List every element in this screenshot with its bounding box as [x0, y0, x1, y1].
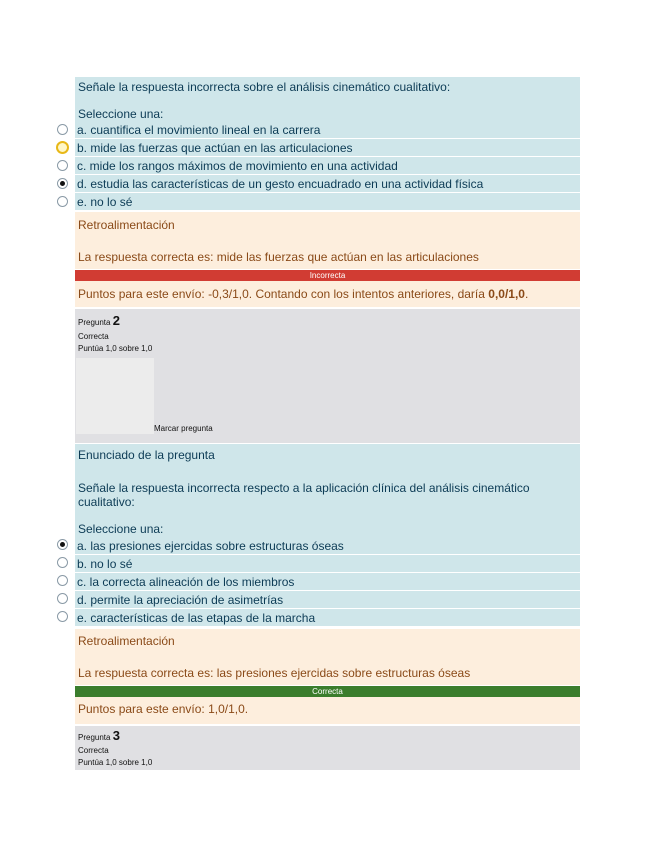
- option-label: c. la correcta alineación de los miembros: [77, 575, 295, 589]
- q2-state: Correcta: [78, 332, 109, 341]
- q1-feedback-title: Retroalimentación: [78, 218, 175, 232]
- q2-select-label: Seleccione una:: [78, 522, 164, 536]
- q2-feedback-title: Retroalimentación: [78, 634, 175, 648]
- q2-prompt: Señale la respuesta incorrecta respecto a la aplicación clínica del análisis cinemático cualitativo:: [78, 481, 530, 509]
- option-label: e. no lo sé: [77, 195, 133, 209]
- q1-radio-b[interactable]: [56, 141, 69, 154]
- q2-option-e[interactable]: [75, 610, 580, 627]
- q1-radio-e[interactable]: [57, 196, 68, 207]
- q1-points: [78, 287, 528, 301]
- q3-state: Correcta: [78, 746, 109, 755]
- option-label: c. mide los rangos máximos de movimiento en una actividad: [77, 159, 398, 173]
- option-label: d. estudia las características de un gesto encuadrado en una actividad física: [77, 177, 484, 191]
- flag-icon-area: [76, 358, 154, 434]
- q2-radio-c[interactable]: [57, 575, 68, 586]
- flag-question-link[interactable]: Marcar pregunta: [154, 424, 213, 433]
- pregunta-label: Pregunta: [78, 733, 111, 742]
- q1-radio-a[interactable]: [57, 124, 68, 135]
- q1-points-text: Puntos para este envío: -0,3/1,0. Contando con los intentos anteriores, daría: [78, 287, 489, 301]
- q1-option-a[interactable]: [75, 122, 580, 139]
- q1-status-bar: Incorrecta: [75, 270, 580, 281]
- option-label: b. mide las fuerzas que actúan en las articulaciones: [77, 141, 353, 155]
- q1-option-e[interactable]: [75, 194, 580, 211]
- q2-radio-b[interactable]: [57, 557, 68, 568]
- q1-select-label: Seleccione una:: [78, 107, 164, 121]
- q1-prompt: Señale la respuesta incorrecta sobre el análisis cinemático cualitativo:: [78, 80, 451, 94]
- q2-radio-e[interactable]: [57, 611, 68, 622]
- q1-option-d[interactable]: [75, 176, 580, 193]
- q2-score: Puntúa 1,0 sobre 1,0: [78, 344, 153, 353]
- q1-points-total: 0,0/1,0: [488, 287, 525, 301]
- q2-statement-title: Enunciado de la pregunta: [78, 448, 215, 462]
- option-label: e. características de las etapas de la marcha: [77, 611, 316, 625]
- q1-option-c[interactable]: [75, 158, 580, 175]
- option-label: b. no lo sé: [77, 557, 133, 571]
- q1-radio-d[interactable]: [57, 178, 68, 189]
- option-label: a. las presiones ejercidas sobre estructuras óseas: [77, 539, 344, 553]
- q1-feedback-text: La respuesta correcta es: mide las fuerzas que actúan en las articulaciones: [78, 250, 479, 264]
- q2-number: [78, 313, 120, 328]
- q2-radio-a[interactable]: [57, 539, 68, 550]
- q1-radio-c[interactable]: [57, 160, 68, 171]
- q3-score: Puntúa 1,0 sobre 1,0: [78, 758, 153, 767]
- option-label: a. cuantifica el movimiento lineal en la carrera: [77, 123, 321, 137]
- q2-option-a[interactable]: [75, 538, 580, 555]
- q2-option-b[interactable]: [75, 556, 580, 573]
- q2-option-c[interactable]: [75, 574, 580, 591]
- option-label: d. permite la apreciación de asimetrías: [77, 593, 284, 607]
- q1-option-b[interactable]: [75, 140, 580, 157]
- q2-option-d[interactable]: [75, 592, 580, 609]
- question-number: 2: [112, 313, 120, 328]
- q2-status-bar: Correcta: [75, 686, 580, 697]
- q3-number: [78, 728, 120, 743]
- q2-radio-d[interactable]: [57, 593, 68, 604]
- q2-feedback-text: La respuesta correcta es: las presiones ejercidas sobre estructuras óseas: [78, 666, 471, 680]
- pregunta-label: Pregunta: [78, 318, 111, 327]
- q1-points-tail: .: [524, 287, 529, 301]
- question-number: 3: [112, 728, 120, 743]
- q2-points: Puntos para este envío: 1,0/1,0.: [78, 702, 249, 716]
